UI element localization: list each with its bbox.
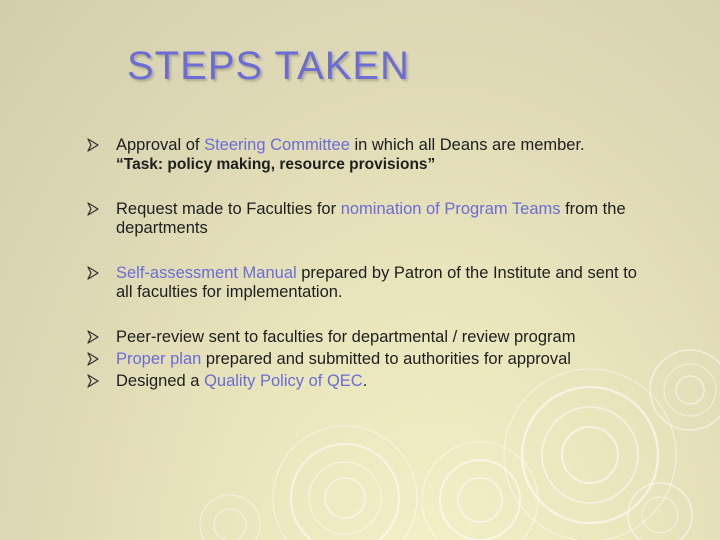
arrowhead-bullet-icon [86, 266, 100, 280]
arrowhead-bullet-icon [86, 352, 100, 366]
item-highlight: Self-assessment Manual [116, 264, 297, 282]
bullet-item-self-assessment [86, 264, 696, 302]
item-text: Peer-review sent to faculties for departmental / review program [116, 328, 576, 346]
item-highlight: nomination of Program Teams [340, 200, 561, 218]
item-text: . [362, 372, 368, 390]
item-text: Request made to Faculties for [116, 200, 341, 218]
item-text: prepared and submitted to authorities for approval [201, 350, 571, 368]
arrowhead-bullet-icon [86, 330, 100, 344]
bullet-item-quality-policy [86, 372, 696, 391]
item-text: from the [560, 200, 626, 218]
item-subline: “Task: policy making, resource provisions” [116, 156, 436, 173]
bullet-item-steering-committee [86, 136, 696, 174]
bullet-item-peer-review [86, 328, 696, 347]
item-text: in which all Deans are member. [349, 136, 585, 154]
bullet-item-proper-plan [86, 350, 696, 369]
bullet-list [86, 136, 696, 391]
item-highlight: Steering Committee [204, 136, 350, 154]
item-highlight: Proper plan [116, 350, 202, 368]
item-text: prepared by Patron of the Institute and sent to [296, 264, 637, 282]
item-subline: departments [116, 219, 208, 237]
item-text: Approval of [116, 136, 205, 154]
item-subline: all faculties for implementation. [116, 283, 343, 301]
arrowhead-bullet-icon [86, 138, 100, 152]
arrowhead-bullet-icon [86, 202, 100, 216]
arrowhead-bullet-icon [86, 374, 100, 388]
slide-title: STEPS TAKEN [127, 44, 410, 88]
bullet-item-program-teams [86, 200, 696, 238]
item-highlight: Quality Policy of QEC [204, 372, 363, 390]
item-text: Designed a [116, 372, 205, 390]
